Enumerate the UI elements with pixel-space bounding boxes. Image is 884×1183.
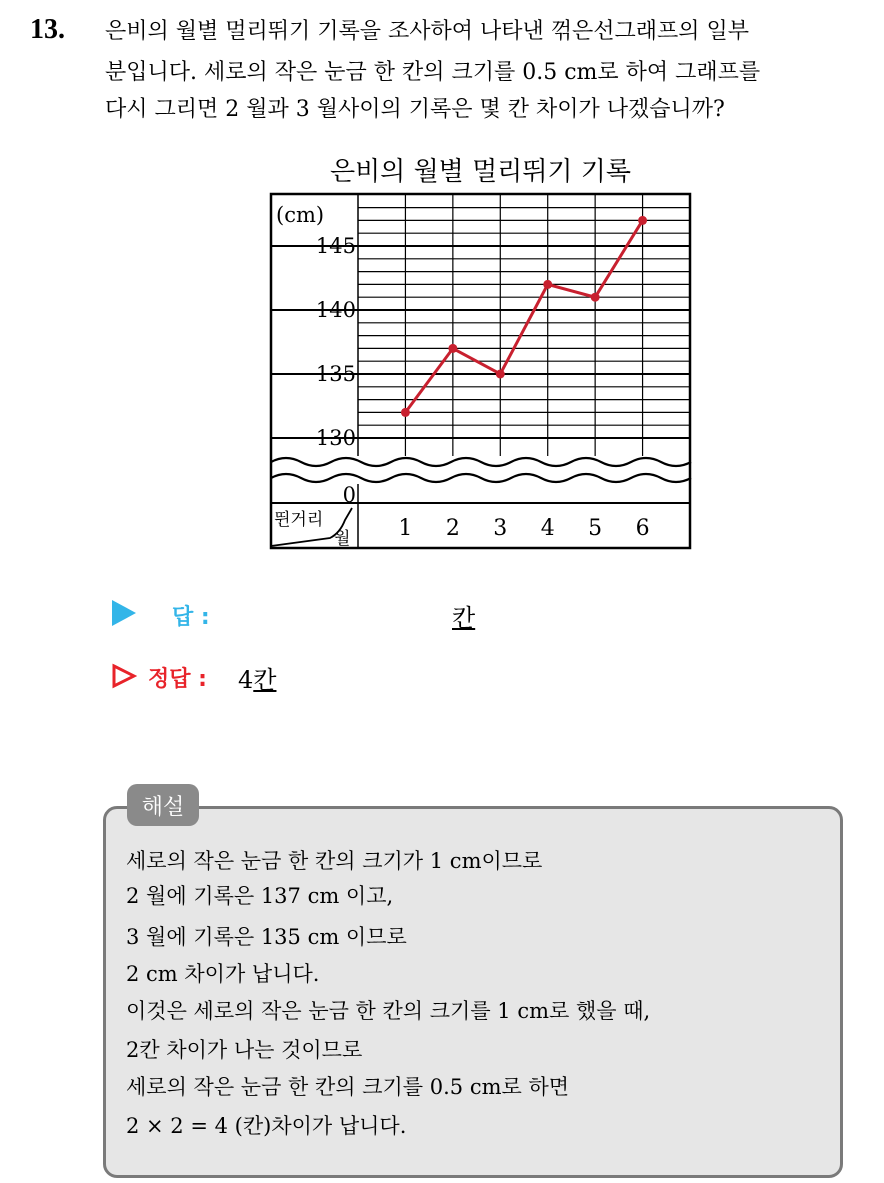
explanation-line-2: 2 월에 기록은 137 cm 이고,	[126, 884, 394, 908]
y-tick-label: 140	[315, 298, 356, 322]
x-tick-label: 1	[398, 516, 413, 541]
data-point	[496, 370, 505, 379]
explanation-line-1: 세로의 작은 눈금 한 칸의 크기가 1 cm이므로	[126, 849, 543, 873]
correct-arrow-icon	[111, 663, 137, 689]
y-unit-label: (cm)	[276, 203, 325, 227]
question-line-2: 분입니다. 세로의 작은 눈금 한 칸의 크기를 0.5 cm로 하여 그래프를	[105, 60, 761, 85]
answer-arrow-icon	[112, 600, 136, 626]
data-point	[638, 216, 647, 225]
y-axis-header: 뛴거리	[274, 510, 324, 530]
answer-blank-unit: 칸	[452, 604, 476, 632]
x-tick-label: 4	[540, 516, 555, 541]
x-tick-label: 3	[493, 516, 508, 541]
explanation-line-4: 2 cm 차이가 납니다.	[126, 962, 320, 986]
explanation-line-3: 3 월에 기록은 135 cm 이므로	[126, 925, 407, 949]
explanation-line-6: 2칸 차이가 나는 것이므로	[126, 1038, 363, 1062]
explanation-line-8: 2 × 2 = 4 (칸)차이가 납니다.	[126, 1114, 407, 1138]
correct-answer-number: 4	[238, 666, 254, 694]
x-tick-label: 5	[588, 516, 603, 541]
chart-title: 은비의 월별 멀리뛰기 기록	[329, 157, 632, 187]
y-tick-label: 145	[315, 234, 356, 258]
data-point	[448, 344, 457, 353]
question-line-3: 다시 그리면 2 월과 3 월사이의 기록은 몇 칸 차이가 나겠습니까?	[105, 97, 725, 122]
data-point	[401, 408, 410, 417]
line-chart	[0, 150, 884, 560]
data-point	[543, 280, 552, 289]
y-tick-label: 0	[342, 483, 356, 507]
explanation-line-5: 이것은 세로의 작은 눈금 한 칸의 크기를 1 cm로 했을 때,	[126, 999, 651, 1023]
x-axis-header: 월	[334, 529, 351, 549]
series-line	[405, 220, 642, 412]
explanation-line-7: 세로의 작은 눈금 한 칸의 크기를 0.5 cm로 하면	[126, 1075, 570, 1099]
x-tick-label: 6	[635, 516, 650, 541]
correct-answer-label: 정답 :	[148, 667, 207, 692]
correct-answer-unit: 칸	[253, 666, 277, 694]
question-number: 13.	[30, 14, 65, 45]
answer-label: 답 :	[172, 605, 210, 630]
x-tick-label: 2	[445, 516, 460, 541]
explanation-tag: 해설	[127, 784, 199, 826]
y-tick-label: 135	[315, 362, 356, 386]
correct-answer-value	[238, 660, 276, 695]
y-tick-label: 130	[315, 426, 356, 450]
question-line-1: 은비의 월별 멀리뛰기 기록을 조사하여 나타낸 꺾은선그래프의 일부	[105, 19, 750, 44]
data-point	[591, 293, 600, 302]
